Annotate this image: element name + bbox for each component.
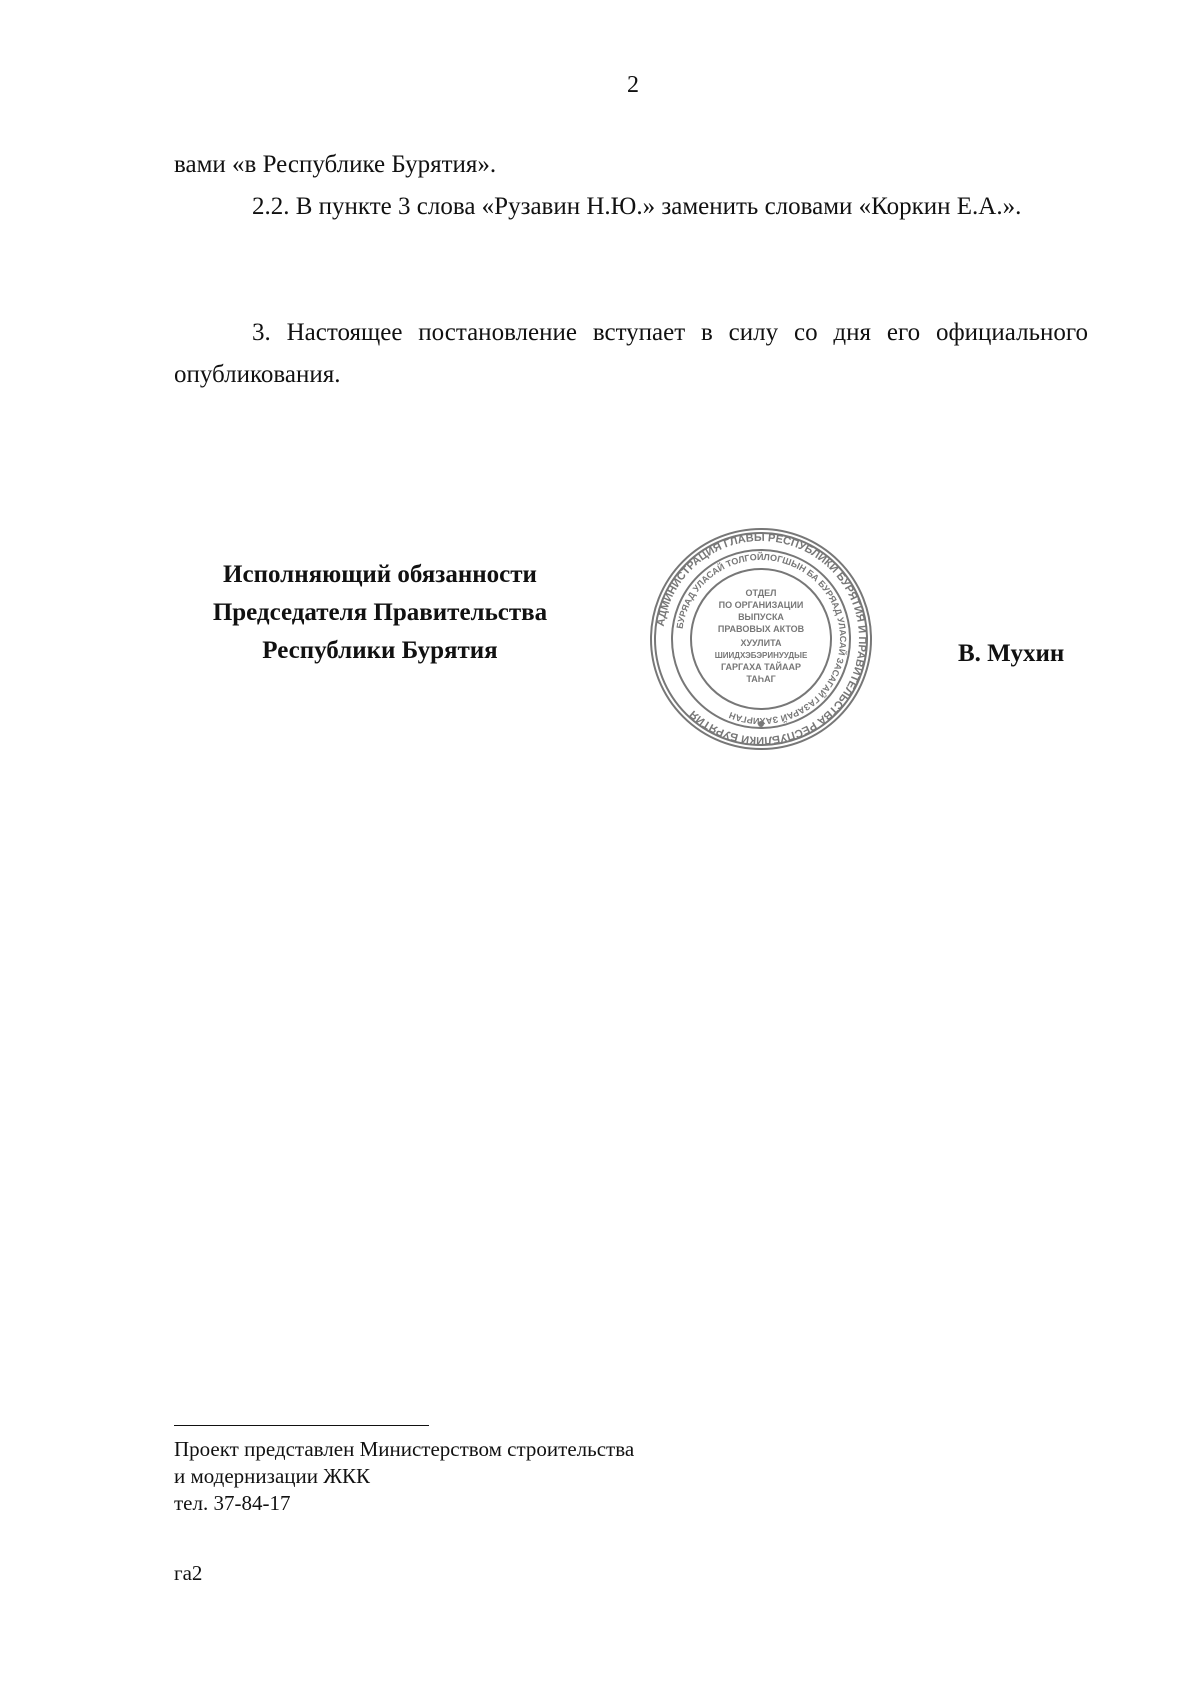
- paragraph-3: 3. Настоящее постановление вступает в силу со дня его официального опубликования.: [174, 319, 1088, 388]
- svg-text:ПО ОРГАНИЗАЦИИ: ПО ОРГАНИЗАЦИИ: [718, 600, 804, 610]
- footer-note: [174, 1436, 634, 1517]
- signatory-name: В. Мухин: [958, 640, 1065, 667]
- paragraph-continuation: вами «в Республике Бурятия».: [174, 151, 497, 178]
- svg-text:ГАРГАХА ТАЙААР: ГАРГАХА ТАЙААР: [721, 662, 801, 672]
- svg-text:ТАҺАГ: ТАҺАГ: [746, 674, 776, 684]
- signatory-title-line-3: Республики Бурятия: [262, 637, 498, 664]
- svg-text:ХУУЛИТА: ХУУЛИТА: [740, 638, 782, 648]
- footer-line-1: Проект представлен Министерством строительства: [174, 1437, 635, 1461]
- signatory-title-line-2: Председателя Правительства: [212, 599, 548, 626]
- signatory-title: [160, 556, 600, 670]
- stamp-inner-text: БУРЯАД УЛАСАЙ ТОЛГОЙЛОГШЫН БА БУРЯАД УЛАСАЙ ЗАСАГАЙ ГАЗАРАЙ ЗАХИРГАН: [674, 551, 849, 727]
- signatory-title-line-1: Исполняющий обязанности: [223, 561, 537, 588]
- svg-text:ОТДЕЛ: ОТДЕЛ: [745, 588, 777, 598]
- paragraph-2-2: 2.2. В пункте 3 слова «Рузавин Н.Ю.» заменить словами «Коркин Е.А.».: [252, 193, 1022, 220]
- footer-line-2: и модернизации ЖКК: [174, 1464, 371, 1488]
- svg-text:ШИИДХЭБЭРИНУУДЫЕ: ШИИДХЭБЭРИНУУДЫЕ: [714, 651, 808, 660]
- document-code: га2: [174, 1561, 203, 1585]
- stamp-center-text: [715, 588, 808, 684]
- page-number: 2: [627, 72, 639, 98]
- footer-phone: тел. 37-84-17: [174, 1491, 291, 1515]
- footer-divider: [174, 1425, 429, 1426]
- svg-text:ВЫПУСКА: ВЫПУСКА: [738, 612, 784, 622]
- stamp-outer-text: АДМИНИСТРАЦИЯ ГЛАВЫ РЕСПУБЛИКИ БУРЯТИЯ И ПРАВИТЕЛЬСТВА РЕСПУБЛИКИ БУРЯТИЯ: [654, 531, 869, 747]
- official-stamp: [646, 524, 876, 754]
- svg-text:ПРАВОВЫХ АКТОВ: ПРАВОВЫХ АКТОВ: [717, 624, 805, 634]
